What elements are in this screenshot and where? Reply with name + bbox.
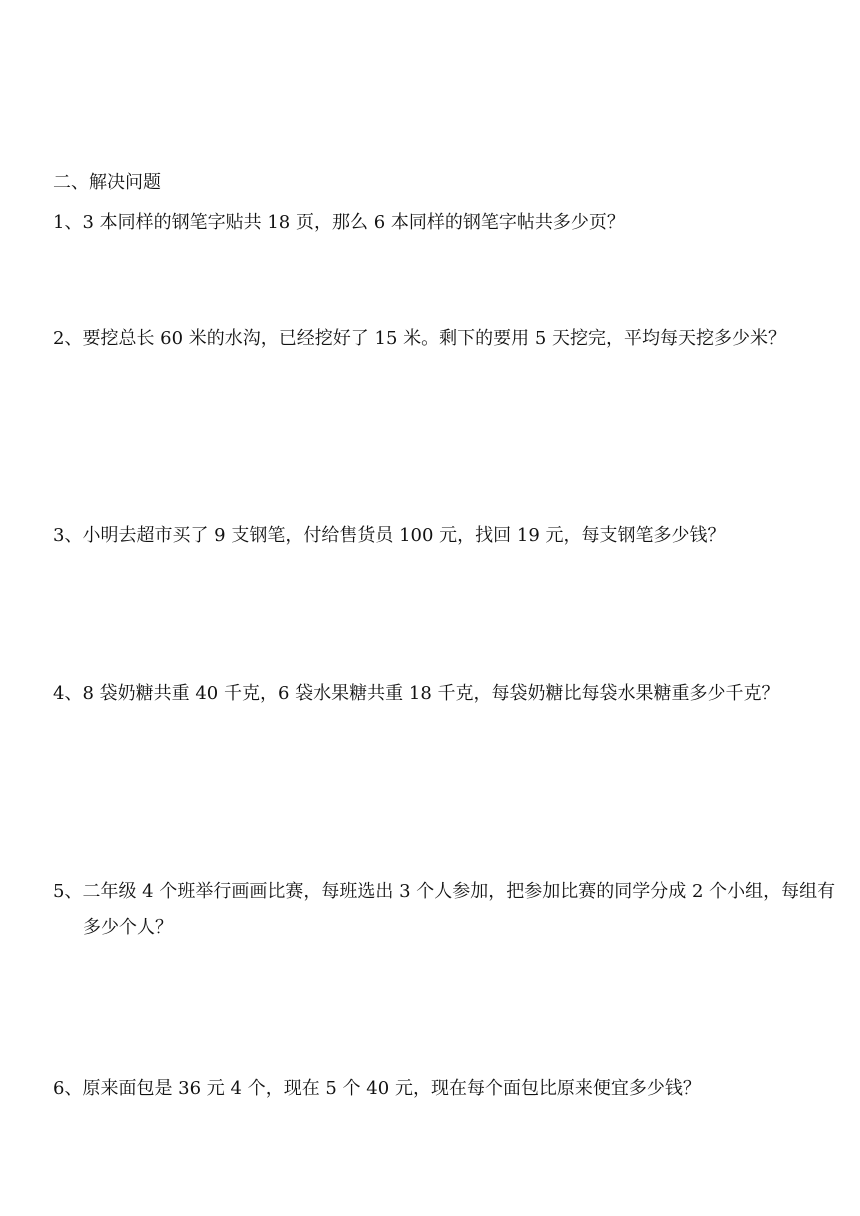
question-6 (53, 1071, 843, 1107)
section-heading: 二、解决问题 (53, 172, 161, 193)
question-3 (53, 518, 843, 554)
question-4 (53, 676, 843, 712)
question-number: 3、 (53, 525, 83, 546)
question-1 (53, 205, 843, 241)
question-5 (53, 874, 843, 946)
question-text: 小明去超市买了 9 支钢笔，付给售货员 100 元，找回 19 元，每支钢笔多少钱？ (82, 525, 726, 546)
question-number: 6、 (53, 1078, 83, 1099)
question-2 (53, 321, 843, 357)
question-number: 4、 (53, 683, 83, 704)
question-text: 要挖总长 60 米的水沟，已经挖好了 15 米。剩下的要用 5 天挖完，平均每天挖多少米？ (82, 328, 787, 349)
question-text: 3 本同样的钢笔字贴共 18 页，那么 6 本同样的钢笔字帖共多少页？ (82, 212, 625, 233)
question-number: 2、 (53, 328, 83, 349)
question-number: 5、 (53, 881, 83, 902)
question-text: 二年级 4 个班举行画画比赛，每班选出 3 个人参加，把参加比赛的同学分成 2 个小组，每组有多少个人？ (82, 881, 836, 938)
question-text: 8 袋奶糖共重 40 千克，6 袋水果糖共重 18 千克，每袋奶糖比每袋水果糖重多少千克？ (82, 683, 780, 704)
question-number: 1、 (53, 212, 83, 233)
question-text: 原来面包是 36 元 4 个，现在 5 个 40 元，现在每个面包比原来便宜多少钱？ (82, 1078, 701, 1099)
